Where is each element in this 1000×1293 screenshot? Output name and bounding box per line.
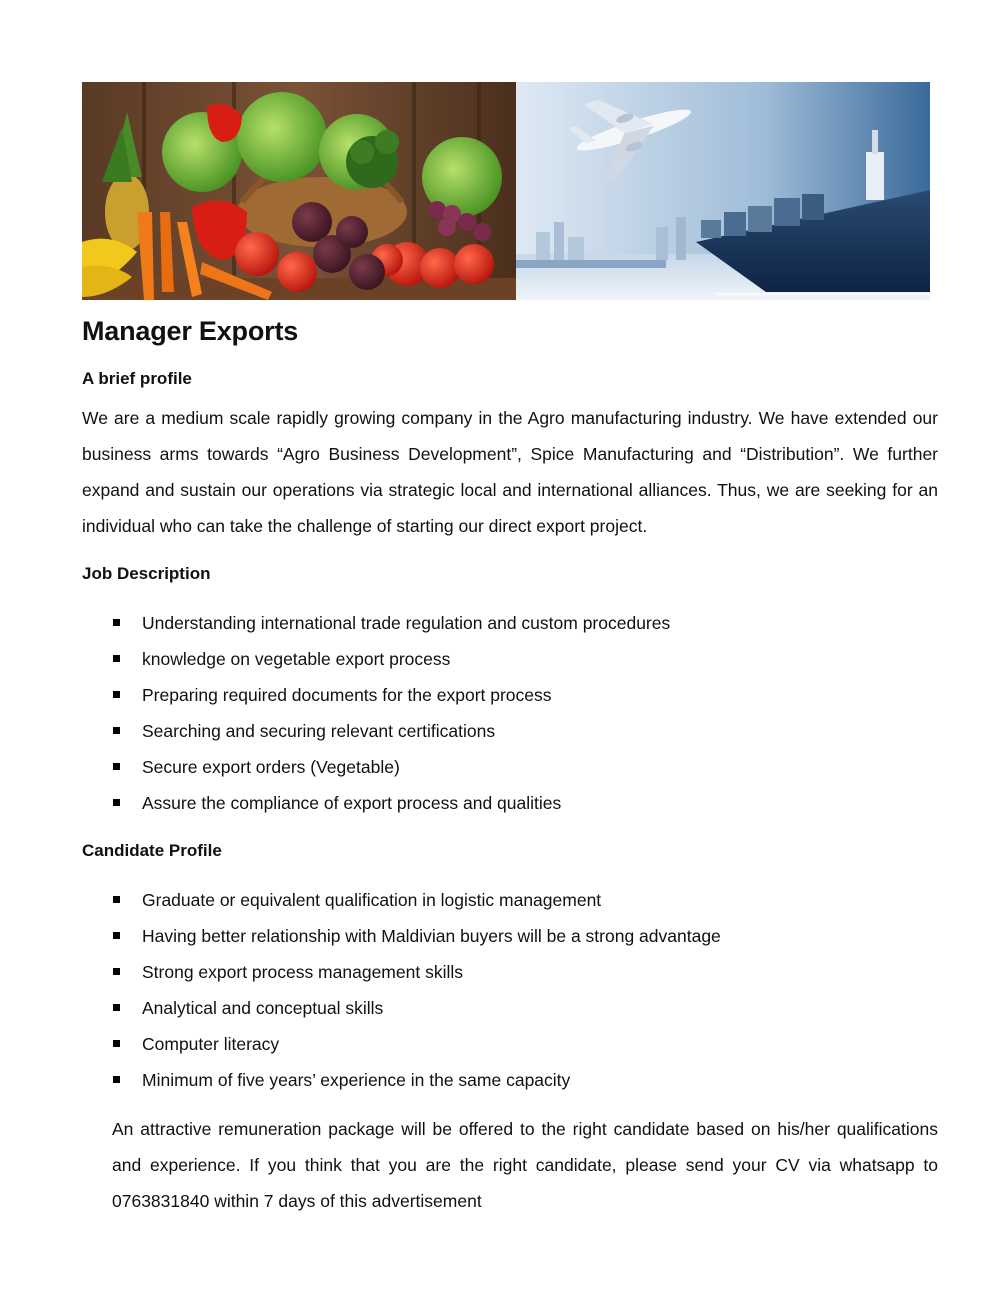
list-item bbox=[112, 1026, 721, 1062]
bullet-icon bbox=[113, 691, 120, 698]
plane-and-ship-image bbox=[516, 82, 930, 300]
bullet-icon bbox=[113, 619, 120, 626]
brief-profile-text: We are a medium scale rapidly growing company in the Agro manufacturing industry. We have extended our business arms towards “Agro Business Development”, Spice Manufacturing and “Distribution”. We further expand and sustain our operations via strategic local and international alliances. Thus, we are seeking for an individual who can take the challenge of starting our direct export project. bbox=[82, 408, 938, 536]
bullet-icon bbox=[113, 932, 120, 939]
list-item-text: Strong export process management skills bbox=[142, 962, 463, 982]
list-item-text: Computer literacy bbox=[142, 1034, 280, 1054]
job-description-list bbox=[112, 605, 670, 821]
list-item bbox=[112, 918, 721, 954]
list-item bbox=[112, 785, 670, 821]
bullet-icon bbox=[113, 799, 120, 806]
list-item-text: Minimum of five years’ experience in the same capacity bbox=[142, 1070, 571, 1090]
list-item-text: Searching and securing relevant certifications bbox=[142, 721, 496, 741]
list-item bbox=[112, 1062, 721, 1098]
list-item bbox=[112, 605, 670, 641]
list-item-text: Graduate or equivalent qualification in logistic management bbox=[142, 890, 602, 910]
vegetables-image bbox=[82, 82, 516, 300]
bullet-icon bbox=[113, 655, 120, 662]
list-item bbox=[112, 749, 670, 785]
bullet-icon bbox=[113, 727, 120, 734]
bullet-icon bbox=[113, 968, 120, 975]
closing-paragraph: An attractive remuneration package will be offered to the right candidate based on his/her qualifications and experience. If you think that you are the right candidate, please send your CV via whatsapp to 0763831840 within 7 days of this advertisement bbox=[112, 1119, 938, 1211]
bullet-icon bbox=[113, 1040, 120, 1047]
bullet-icon bbox=[113, 896, 120, 903]
list-item-text: Analytical and conceptual skills bbox=[142, 998, 384, 1018]
list-item-text: Assure the compliance of export process and qualities bbox=[142, 793, 562, 813]
bullet-icon bbox=[113, 1004, 120, 1011]
list-item bbox=[112, 882, 721, 918]
list-item bbox=[112, 713, 670, 749]
header-banner bbox=[82, 82, 930, 300]
brief-profile-heading: A brief profile bbox=[82, 369, 192, 388]
job-description-heading: Job Description bbox=[82, 564, 211, 583]
page-title: Manager Exports bbox=[82, 316, 299, 346]
candidate-profile-heading: Candidate Profile bbox=[82, 841, 222, 860]
bullet-icon bbox=[113, 1076, 120, 1083]
list-item-text: Understanding international trade regulation and custom procedures bbox=[142, 613, 671, 633]
list-item bbox=[112, 677, 670, 713]
list-item bbox=[112, 990, 721, 1026]
list-item-text: Secure export orders (Vegetable) bbox=[142, 757, 400, 777]
list-item-text: knowledge on vegetable export process bbox=[142, 649, 451, 669]
candidate-profile-list bbox=[112, 882, 721, 1098]
list-item-text: Having better relationship with Maldivian buyers will be a strong advantage bbox=[142, 926, 721, 946]
list-item-text: Preparing required documents for the export process bbox=[142, 685, 552, 705]
list-item bbox=[112, 954, 721, 990]
list-item bbox=[112, 641, 670, 677]
bullet-icon bbox=[113, 763, 120, 770]
